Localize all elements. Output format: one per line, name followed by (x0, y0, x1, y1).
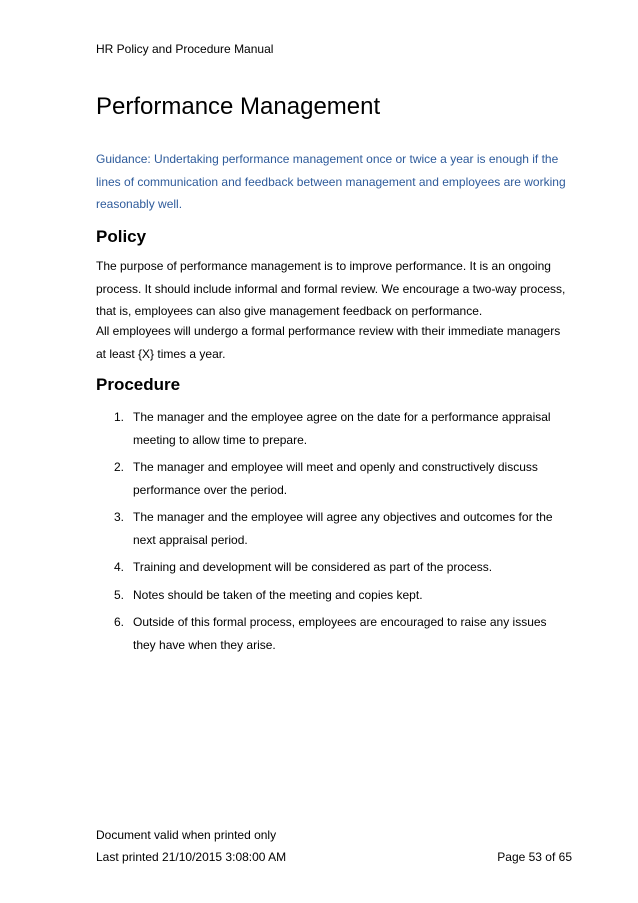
step-number: 3. (114, 510, 125, 524)
procedure-step (96, 584, 572, 607)
step-number: 5. (114, 587, 125, 602)
footer-validity-note: Document valid when printed only (96, 828, 277, 842)
step-text: The manager and the employee agree on the date for a performance appraisal meeting to allow time to prepare. (133, 410, 551, 447)
policy-paragraph: The purpose of performance management is to improve performance. It is an ongoing process. It should include informal and formal review. We encourage a two-way process, that is, employees can also give management feedback on performance. (96, 259, 566, 318)
procedure-step (96, 611, 572, 656)
policy-paragraph: All employees will undergo a formal performance review with their immediate managers at least {X} times a year. (96, 324, 561, 361)
page-title: Performance Management (96, 93, 381, 120)
footer-last-printed: Last printed 21/10/2015 3:08:00 AM (96, 850, 287, 864)
running-header: HR Policy and Procedure Manual (96, 42, 274, 56)
procedure-list (96, 406, 572, 661)
procedure-step (96, 506, 572, 551)
procedure-step (96, 456, 572, 501)
procedure-heading: Procedure (96, 375, 181, 394)
footer-page-number: Page 53 of 65 (497, 850, 572, 864)
step-text: Notes should be taken of the meeting and copies kept. (133, 587, 423, 602)
guidance-note: Guidance: Undertaking performance management once or twice a year is enough if the lines of communication and feedback between management and employees are working reasonably well. (96, 152, 566, 211)
step-text: The manager and employee will meet and openly and constructively discuss performance over the period. (133, 460, 538, 497)
step-number: 2. (114, 460, 125, 474)
step-number: 1. (114, 410, 125, 424)
step-text: Training and development will be considered as part of the process. (133, 560, 493, 574)
step-text: Outside of this formal process, employees are encouraged to raise any issues they have when they arise. (133, 615, 547, 652)
step-number: 4. (114, 560, 125, 574)
procedure-step (96, 406, 572, 451)
policy-heading: Policy (96, 227, 147, 246)
step-text: The manager and the employee will agree any objectives and outcomes for the next appraisal period. (133, 510, 553, 547)
procedure-step (96, 556, 572, 579)
step-number: 6. (114, 615, 125, 629)
